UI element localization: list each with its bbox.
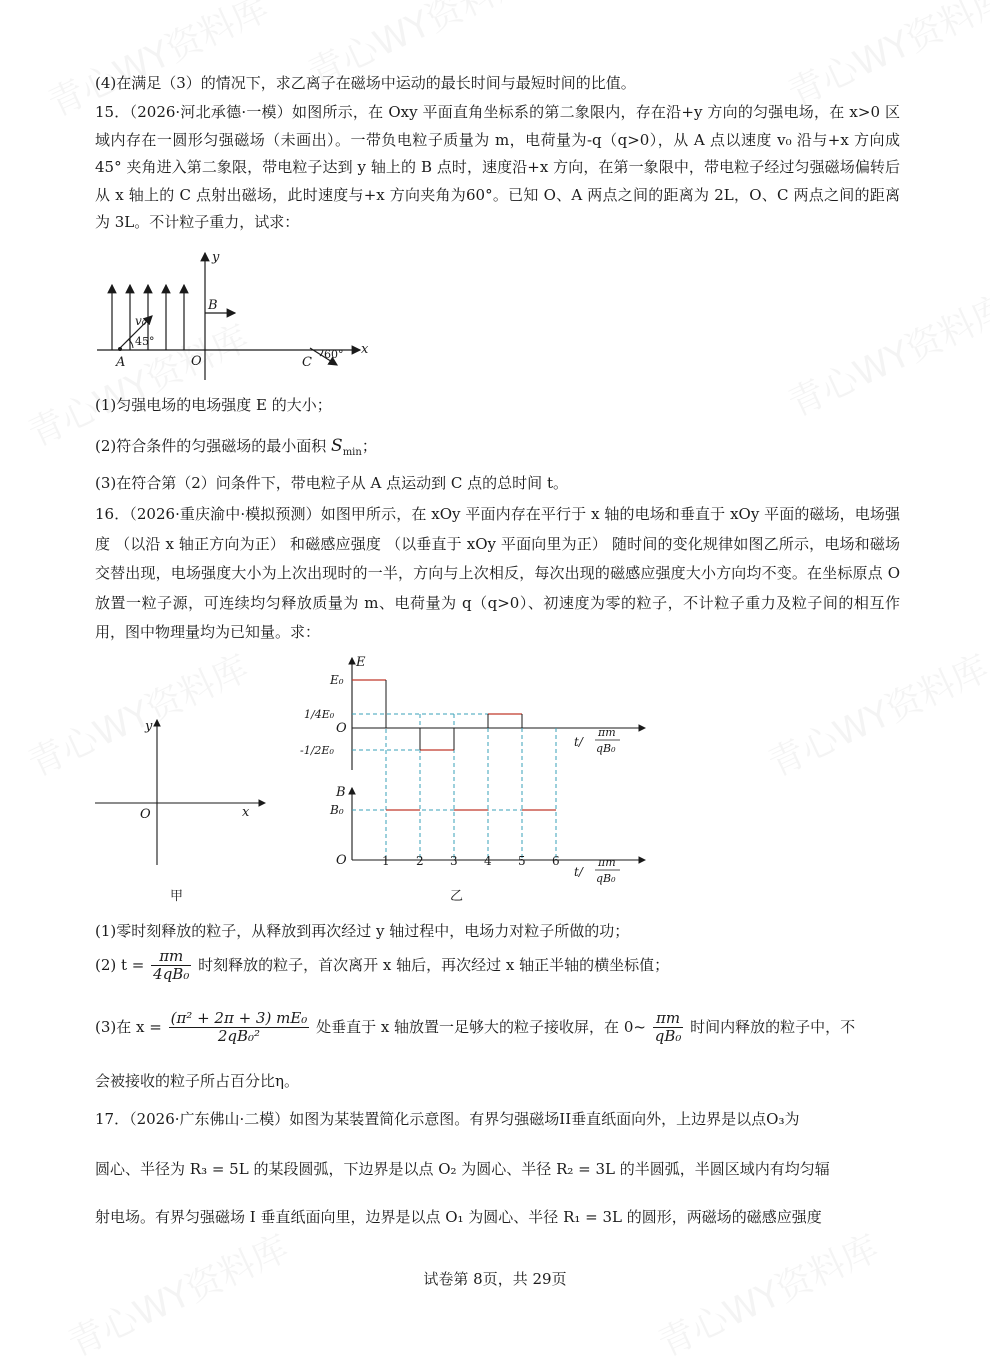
yi-label-o-e: O — [336, 721, 347, 736]
q15-part1: (1)匀强电场的电场强度 E 的大小； — [95, 396, 332, 414]
figure-jia — [95, 719, 265, 904]
yi-unit-num-top: πm — [598, 726, 616, 739]
page-footer: 试卷第 8页，共 29页 — [423, 1270, 567, 1288]
q15-stem: 15．（2026·河北承德·一模）如图所示，在 Oxy 平面直角坐标系的第二象限内，存在沿+y 方向的匀强电场，在 x>0 区域内存在一圆形匀强磁场（未画出）。一带负电粒子质量为 m，电荷量为-q（q>0），从 A 点以速度 v₀ 沿与+x 方向成45° 夹角进入第二象限，带电粒子达到 y 轴上的 B 点时，速度沿+x 方向，在第一象限中，带电粒子经过匀强磁场偏转后从 x 轴上的 C 点射出磁场，此时速度与+x 方向夹角为60°。已知 O、A 两点之间的距离为 2L，O、C 两点之间的距离为 3L。不计粒子重力，试求： — [95, 103, 900, 231]
q16-part3-line2: 会被接收的粒子所占百分比η。 — [95, 1072, 299, 1090]
figure-yi — [300, 655, 645, 904]
q16-part3-mid: 处垂直于 x 轴放置一足够大的粒子接收屏，在 0~ — [316, 1017, 651, 1036]
yi-tick-3: 3 — [450, 854, 458, 868]
q16-part3-pre: (3)在 x = — [95, 1017, 167, 1036]
q16-part2-post: 时刻释放的粒子，首次离开 x 轴后，再次经过 x 轴正半轴的横坐标值； — [198, 955, 670, 974]
yi-label-t-top: t/ — [574, 735, 583, 749]
q16-part3-post: 时间内释放的粒子中，不 — [690, 1017, 856, 1036]
q16-part1: (1)零时刻释放的粒子，从释放到再次经过 y 轴过程中，电场力对粒子所做的功； — [95, 922, 630, 940]
q16-part2 — [95, 948, 669, 984]
jia-label-o: O — [140, 807, 151, 822]
yi-tick-6: 6 — [552, 854, 560, 868]
yi-tick-1: 1 — [382, 854, 390, 868]
watermark — [780, 282, 990, 431]
yi-label-b: B — [336, 785, 346, 800]
jia-label-y: y — [145, 719, 153, 734]
yi-unit-den-top: qB₀ — [596, 742, 616, 755]
q15-label-y: y — [212, 250, 220, 265]
q17-line1: 17．（2026·广东佛山·二模）如图为某装置简化示意图。有界匀强磁场II垂直纸面向外，上边界是以点O₃为 — [95, 1110, 800, 1128]
yi-label-o-b: O — [336, 853, 347, 868]
jia-label-x: x — [242, 805, 250, 820]
q16-part3-fraction-t: $\frac{\pi m}{\text{qB₀}}$ — [654, 1009, 682, 1046]
watermark — [760, 642, 990, 791]
yi-label-e0: E₀ — [330, 673, 344, 687]
q16-part2-fraction: $\frac{\pi m}{\text{4qB₀}}$ — [153, 947, 190, 984]
point-a-dot — [118, 347, 122, 351]
watermark — [650, 1222, 888, 1371]
q14-part4: (4)在满足（3）的情况下，求乙离子在磁场中运动的最长时间与最短时间的比值。 — [95, 74, 636, 92]
q15-label-x: x — [361, 342, 369, 357]
q15-label-45: 45° — [135, 335, 155, 348]
q15-label-b: B — [208, 298, 218, 313]
q15-label-v0: v₀ — [135, 314, 147, 328]
q15-part2 — [95, 434, 377, 460]
yi-label-neg-half: -1/2E₀ — [300, 744, 334, 757]
q16-figures — [90, 650, 650, 905]
yi-unit-num-bottom: πm — [598, 856, 616, 869]
q15-part2-sub: min — [342, 447, 362, 458]
q15-part2-end: ； — [361, 437, 377, 455]
yi-e-segments — [352, 680, 522, 750]
yi-unit-den-bottom: qB₀ — [596, 872, 616, 885]
yi-label-quarter: 1/4E₀ — [304, 708, 335, 721]
q15-part2-symbol: S — [331, 436, 343, 456]
yi-label-b0: B₀ — [330, 803, 344, 817]
q15-figure — [95, 245, 385, 385]
yi-tick-4: 4 — [484, 854, 492, 868]
yi-label-e: E — [356, 655, 366, 670]
yi-caption: 乙 — [450, 889, 464, 904]
q17-line3: 射电场。有界匀强磁场 I 垂直纸面向里，边界是以点 O₁ 为圆心、半径 R₁ = 3L 的圆形，两磁场的磁感应强度 — [95, 1208, 822, 1226]
watermark — [60, 1222, 298, 1371]
q15-part3: (3)在符合第（2）问条件下，带电粒子从 A 点运动到 C 点的总时间 t。 — [95, 474, 568, 492]
q15-label-c: C — [302, 355, 312, 370]
q15-label-a: A — [116, 355, 126, 370]
yi-dashed-guides — [352, 680, 556, 860]
yi-tick-5: 5 — [518, 854, 526, 868]
q16-part3-fraction-x: $\frac{\text{(π² + 2π + 3) mE₀}}{\text{2qB₀²}}$ — [170, 1009, 308, 1046]
yi-tick-2: 2 — [416, 854, 424, 868]
q17-line2: 圆心、半径为 R₃ = 5L 的某段圆弧，下边界是以点 O₂ 为圆心、半径 R₂ = 3L 的半圆弧，半圆区域内有均匀辐 — [95, 1160, 830, 1178]
q15-label-60: 60° — [324, 348, 344, 361]
q16-part3 — [95, 1010, 855, 1046]
q15-part2-text: (2)符合条件的匀强磁场的最小面积 — [95, 437, 332, 455]
yi-label-t-bottom: t/ — [574, 865, 583, 879]
q16-stem: 16．（2026·重庆渝中·模拟预测）如图甲所示，在 xOy 平面内存在平行于 x 轴的电场和垂直于 xOy 平面的磁场，电场强度 （以沿 x 轴正方向为正） 和磁感应强度 （以垂直于 xOy 平面向里为正） 随时间的变化规律如图乙所示，电场和磁场交替出现，电场强度大小为上次出现时的一半，方向与上次相反，每次出现的磁感应强度大小方向均不变。在坐标原点 O 放置一粒子源，可连续均匀释放质量为 m、电荷量为 q（q>0）、初速度为零的粒子，不计粒子重力及粒子间的相互作用，图中物理量均为已知量。求： — [95, 505, 900, 641]
q16-part2-pre: (2) t = — [95, 955, 150, 974]
jia-caption: 甲 — [170, 889, 184, 904]
q15-label-o: O — [191, 354, 202, 369]
